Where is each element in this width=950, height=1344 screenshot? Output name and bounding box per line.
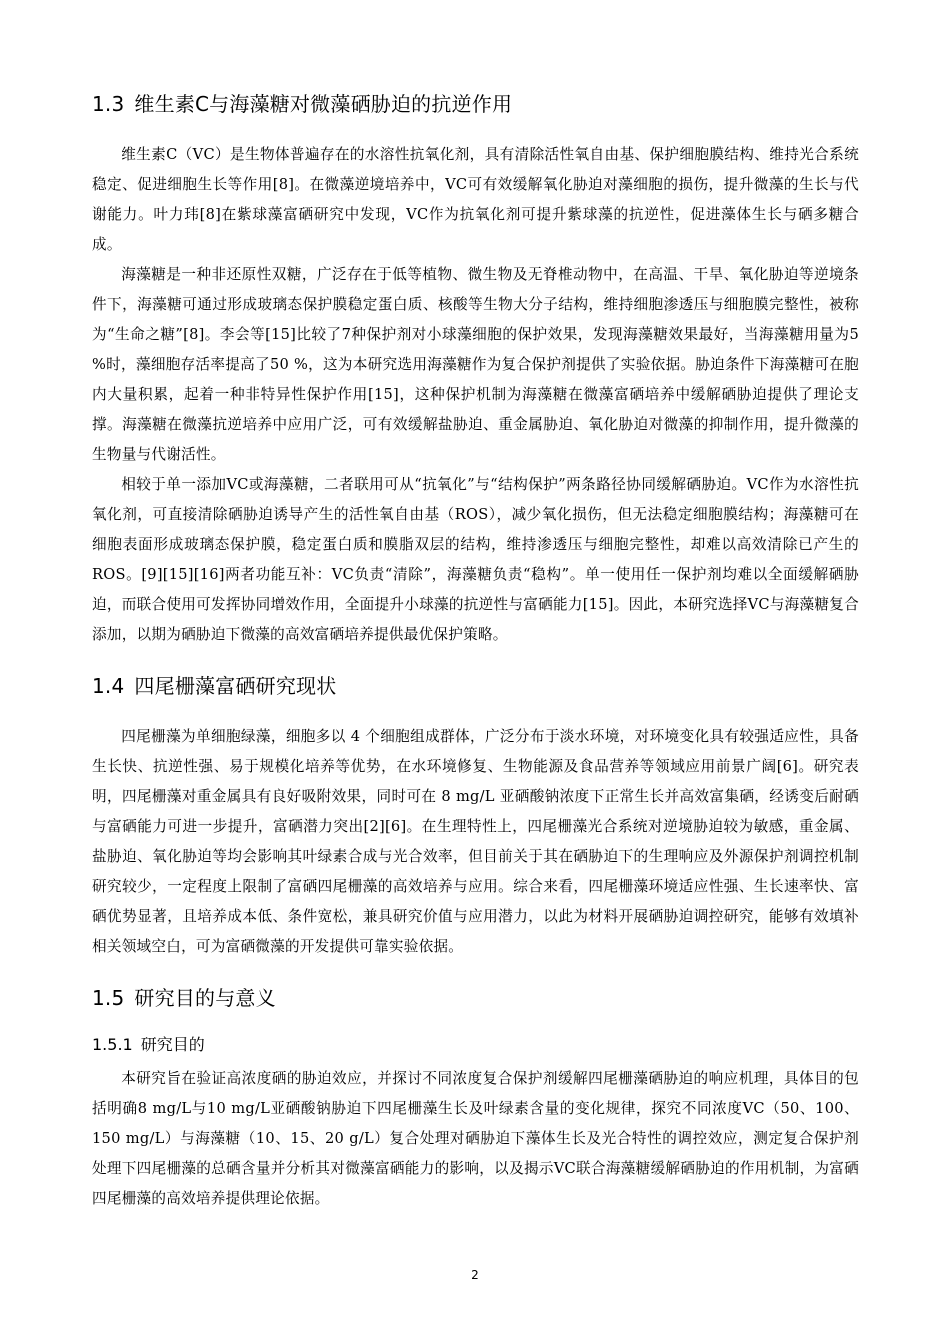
section-heading-1-5 (92, 984, 859, 1012)
paragraph: 相较于单一添加VC或海藻糖，二者联用可从“抗氧化”与“结构保护”两条路径协同缓解硒胁迫。VC作为水溶性抗氧化剂，可直接清除硒胁迫诱导产生的活性氧自由基（ROS），减少氧化损伤，但无法稳定细胞膜结构；海藻糖可在细胞表面形成玻璃态保护膜，稳定蛋白质和膜脂双层的结构，维持渗透压与细胞完整性，却难以高效清除已产生的ROS。[9][15][16]两者功能互补：VC负责“清除”，海藻糖负责“稳构”。单一使用任一保护剂均难以全面缓解硒胁迫，而联合使用可发挥协同增效作用，全面提升小球藻的抗逆性与富硒能力[15]。因此，本研究选择VC与海藻糖复合添加，以期为硒胁迫下微藻的高效富硒培养提供最优保护策略。 (92, 476, 859, 643)
section-heading-1-3 (92, 90, 859, 118)
section-title: 四尾栅藻富硒研究现状 (134, 674, 337, 698)
section-heading-1-4 (92, 672, 859, 700)
subsection-number: 1.5.1 (92, 1035, 133, 1054)
section-number: 1.3 (92, 92, 125, 116)
subsection-title: 研究目的 (140, 1035, 205, 1054)
paragraph: 维生素C（VC）是生物体普遍存在的水溶性抗氧化剂，具有清除活性氧自由基、保护细胞膜结构、维持光合系统稳定、促进细胞生长等作用[8]。在微藻逆境培养中，VC可有效缓解氧化胁迫对藻细胞的损伤，提升微藻的生长与代谢能力。叶力玮[8]在紫球藻富硒研究中发现，VC作为抗氧化剂可提升紫球藻的抗逆性，促进藻体生长与硒多糖合成。 (92, 146, 859, 253)
section-number: 1.5 (92, 986, 125, 1010)
section-title: 维生素C与海藻糖对微藻硒胁迫的抗逆作用 (134, 92, 513, 116)
paragraph: 本研究旨在验证高浓度硒的胁迫效应，并探讨不同浓度复合保护剂缓解四尾栅藻硒胁迫的响应机理，具体目的包括明确8 mg/L与10 mg/L亚硒酸钠胁迫下四尾栅藻生长及叶绿素含量的变化规律，探究不同浓度VC（50、100、150 mg/L）与海藻糖（10、15、20 g/L）复合处理对硒胁迫下藻体生长及光合特性的调控效应，测定复合保护剂处理下四尾栅藻的总硒含量并分析其对微藻富硒能力的影响，以及揭示VC联合海藻糖缓解硒胁迫的作用机制，为富硒四尾栅藻的高效培养提供理论依据。 (92, 1070, 859, 1207)
paragraph: 海藻糖是一种非还原性双糖，广泛存在于低等植物、微生物及无脊椎动物中，在高温、干旱、氧化胁迫等逆境条件下，海藻糖可通过形成玻璃态保护膜稳定蛋白质、核酸等生物大分子结构，维持细胞渗透压与细胞膜完整性，被称为“生命之糖”[8]。李会等[15]比较了7种保护剂对小球藻细胞的保护效果，发现海藻糖效果最好，当海藻糖用量为5 %时，藻细胞存活率提高了50 %，这为本研究选用海藻糖作为复合保护剂提供了实验依据。胁迫条件下海藻糖可在胞内大量积累，起着一种非特异性保护作用[15]，这种保护机制为海藻糖在微藻富硒培养中缓解硒胁迫提供了理论支撑。海藻糖在微藻抗逆培养中应用广泛，可有效缓解盐胁迫、重金属胁迫、氧化胁迫对微藻的抑制作用，提升微藻的生物量与代谢活性。 (92, 266, 859, 463)
section-title: 研究目的与意义 (134, 986, 276, 1010)
section-spacer (92, 962, 859, 984)
page-content (92, 90, 859, 1214)
section-spacer (92, 650, 859, 672)
paragraph: 四尾栅藻为单细胞绿藻，细胞多以 4 个细胞组成群体，广泛分布于淡水环境，对环境变化具有较强适应性，具备生长快、抗逆性强、易于规模化培养等优势，在水环境修复、生物能源及食品营养等领域应用前景广阔[6]。研究表明，四尾栅藻对重金属具有良好吸附效果，同时可在 8 mg/L 亚硒酸钠浓度下正常生长并高效富集硒，经诱变后耐硒与富硒能力可进一步提升，富硒潜力突出[2][6]。在生理特性上，四尾栅藻光合系统对逆境胁迫较为敏感，重金属、盐胁迫、氧化胁迫等均会影响其叶绿素合成与光合效率，但目前关于其在硒胁迫下的生理响应及外源保护剂调控机制研究较少，一定程度上限制了富硒四尾栅藻的高效培养与应用。综合来看，四尾栅藻环境适应性强、生长速率快、富硒优势显著，且培养成本低、条件宽松，兼具研究价值与应用潜力，以此为材料开展硒胁迫调控研究，能够有效填补相关领域空白，可为富硒微藻的开发提供可靠实验依据。 (92, 728, 859, 955)
subsection-heading-1-5-1 (92, 1034, 859, 1056)
section-number: 1.4 (92, 674, 125, 698)
page-number: 2 (471, 1268, 479, 1282)
